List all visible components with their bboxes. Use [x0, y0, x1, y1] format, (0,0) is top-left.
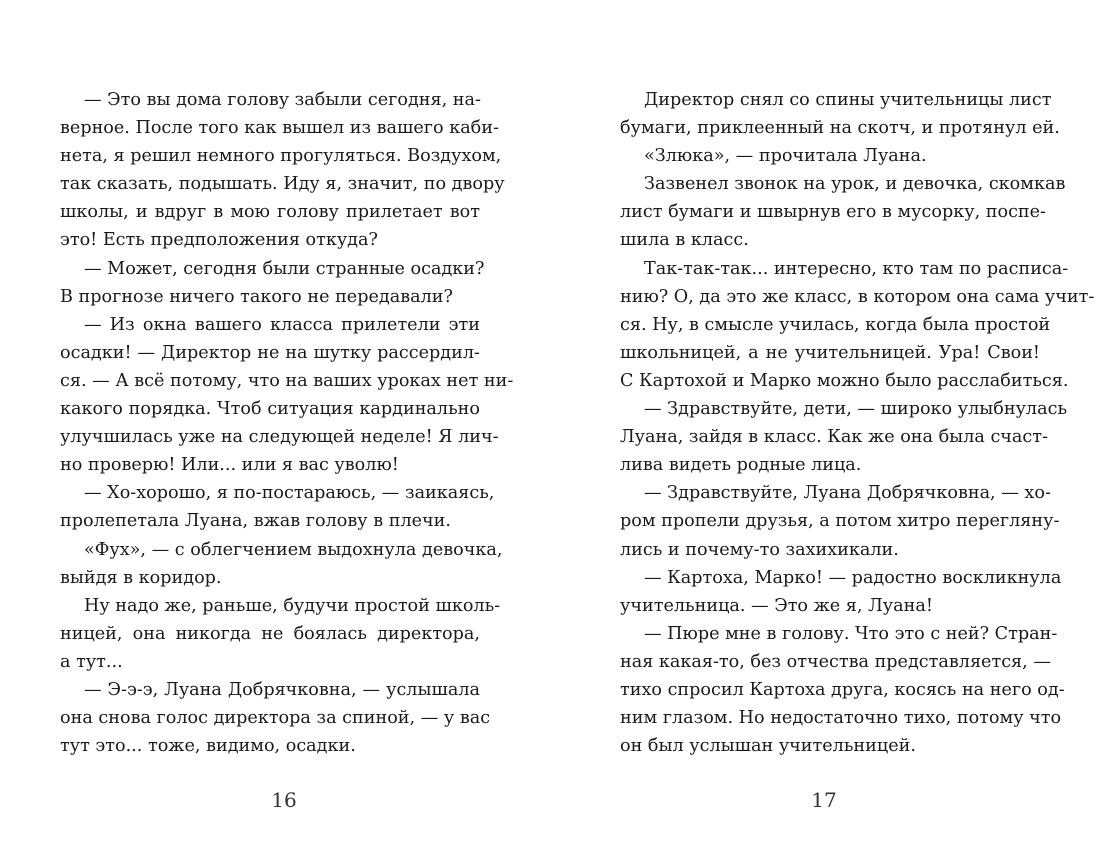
page-number-right: 17 [811, 788, 837, 812]
text-line: ним глазом. Но недостаточно тихо, потому что [620, 708, 1062, 729]
text-line: пролепетала Луана, вжав голову в плечи. [60, 511, 451, 532]
text-line: ся. — А всё потому, что на ваших уроках нет ни- [60, 370, 514, 391]
text-line: — Картоха, Марко! — радостно воскликнула [644, 567, 1062, 588]
text-line: ницей, она никогда не боялась директора, [60, 623, 480, 644]
text-line: лист бумаги и швырнув его в мусорку, поспе- [620, 202, 1047, 223]
text-line: Зазвенел звонок на урок, и девочка, скомкав [644, 174, 1066, 195]
text-line: учительница. — Это же я, Луана! [620, 595, 933, 616]
text-line: — Это вы дома голову забыли сегодня, на- [84, 90, 481, 110]
text-line: Луана, зайдя в класс. Как же она была счаст- [620, 427, 1048, 448]
text-line: так сказать, подышать. Иду я, значит, по двору [60, 174, 505, 195]
text-line: тихо спросил Картоха друга, косясь на него од- [620, 679, 1065, 700]
text-line: лива видеть родные лица. [620, 455, 862, 476]
text-line: он был услышан учительницей. [620, 736, 916, 757]
text-line: нию? О, да это же класс, в котором она сама учит- [620, 286, 1095, 307]
text-line: — Э-э-э, Луана Добрячковна, — услышала [84, 679, 480, 700]
text-line: — Хо-хорошо, я по-постараюсь, — заикаясь, [84, 483, 495, 504]
text-line: тут это... тоже, видимо, осадки. [60, 736, 356, 757]
text-line: С Картохой и Марко можно было расслабиться. [620, 370, 1069, 391]
text-line: но проверю! Или... или я вас уволю! [60, 455, 399, 476]
text-line: «Злюка», — прочитала Луана. [644, 146, 927, 167]
text-line: — Может, сегодня были странные осадки? [84, 258, 485, 279]
text-line: ся. Ну, в смысле училась, когда была простой [620, 314, 1051, 335]
text-line: верное. После того как вышел из вашего каби- [60, 118, 499, 139]
text-line: В прогнозе ничего такого не передавали? [60, 286, 453, 307]
right-page [620, 86, 1095, 760]
text-line: лись и почему-то захихикали. [620, 539, 899, 560]
text-line: осадки! — Директор не на шутку рассердил- [60, 342, 480, 363]
text-line: шила в класс. [620, 230, 749, 251]
text-line: какого порядка. Чтоб ситуация кардинально [60, 399, 480, 420]
text-line: выйдя в коридор. [60, 567, 222, 588]
left-page [60, 86, 514, 760]
text-line: нета, я решил немного прогуляться. Воздухом, [60, 146, 502, 167]
text-line: это! Есть предположения откуда? [60, 230, 378, 251]
text-line: а тут... [60, 651, 123, 672]
text-line: ром пропели друзья, а потом хитро перегляну- [620, 511, 1060, 532]
text-line: «Фух», — с облегчением выдохнула девочка, [84, 539, 503, 560]
text-line: бумаги, приклеенный на скотч, и протянул ей. [620, 118, 1060, 139]
text-line: Ну надо же, раньше, будучи простой школь- [84, 595, 501, 616]
text-line: — Пюре мне в голову. Что это с ней? Стран- [644, 623, 1058, 644]
text-line: Директор снял со спины учительницы лист [644, 90, 1052, 110]
text-line: — Здравствуйте, Луана Добрячковна, — хо- [644, 483, 1051, 504]
text-line: школьницей, а не учительницей. Ура! Свои! [620, 342, 1040, 363]
text-line: она снова голос директора за спиной, — у вас [60, 708, 491, 729]
text-line: Так-так-так... интересно, кто там по расписа- [644, 258, 1069, 279]
page-number-left: 16 [271, 788, 297, 812]
text-line: — Здравствуйте, дети, — широко улыбнулась [644, 399, 1068, 420]
text-line: улучшилась уже на следующей неделе! Я лич- [60, 427, 499, 448]
text-line: ная какая-то, без отчества представляется, — [620, 651, 1051, 672]
text-line: — Из окна вашего класса прилетели эти [84, 314, 480, 335]
text-line: школы, и вдруг в мою голову прилетает вот [60, 202, 480, 223]
